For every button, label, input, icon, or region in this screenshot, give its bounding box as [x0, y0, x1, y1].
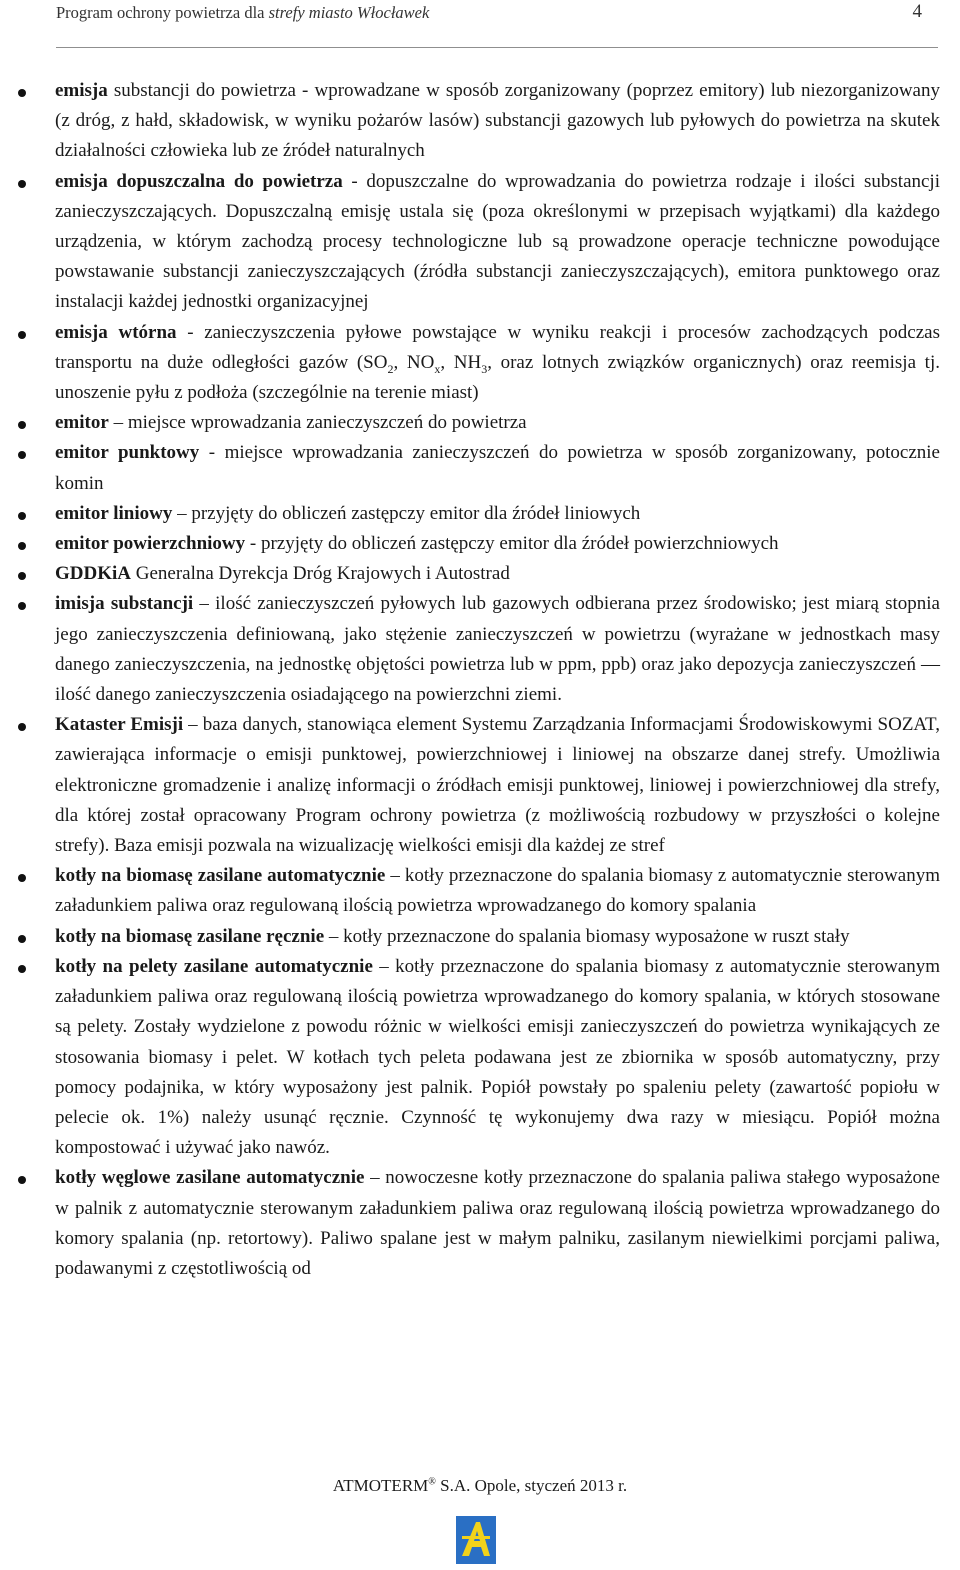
definition-part: , NH — [440, 351, 482, 373]
definition: – ilość zanieczyszczeń pyłowych lub gazowych odbierana przez środowisko; jest miarą stopnia jego zanieczyszczenia definiowaną, jako stężenie zanieczyszczeń w powietrzu (wyrażane w jednostkach masy danego zanieczyszczenia, na jednostkę objętości powietrza lub w ppm, ppb) oraz jako depozycja zanieczyszczeń — ilość danego zanieczyszczenia osiadającego na powierzchni ziemi. — [55, 593, 940, 706]
term: emitor powierzchniowy — [55, 533, 246, 555]
definition: substancji do powietrza - wprowadzane w sposób zorganizowany (poprzez emitory) lub niezorganizowany (z dróg, z hałd, składowisk, w wyniku pożarów lasów) substancji gazowych lub pyłowych do powietrza na skutek działalności człowieka lub ze źródeł naturalnych — [55, 80, 940, 162]
term: kotły na biomasę zasilane automatycznie — [55, 865, 386, 887]
glossary-item — [55, 1163, 940, 1284]
page-header — [56, 0, 938, 48]
definition: - dopuszczalne do wprowadzania do powietrza rodzaje i ilości substancji zanieczyszczających. Dopuszczalną emisję ustala się (poza określonymi w przepisach wyjątkami) dla każdego urządzenia, w którym zachodzą procesy technologiczne lub są prowadzone operacje techniczne powodujące powstawanie substancji zanieczyszczających (źródła substancji zanieczyszczających), emitora punktowego oraz instalacji każdej jednostki organizacyjnej — [55, 170, 940, 313]
footer-text: S.A. Opole, styczeń 2013 r. — [435, 1476, 628, 1495]
bullet-icon — [18, 874, 26, 882]
glossary-item — [55, 861, 940, 921]
term: emisja wtórna — [55, 321, 177, 343]
glossary-item — [55, 499, 940, 529]
definition: – przyjęty do obliczeń zastępczy emitor dla źródeł liniowych — [172, 502, 641, 524]
glossary-item — [55, 167, 940, 318]
running-title-text: Program ochrony powietrza dla — [56, 3, 269, 22]
glossary-item — [55, 710, 940, 861]
glossary-item — [55, 952, 940, 1163]
definition: – baza danych, stanowiąca element Systemu Zarządzania Informacjami Środowiskowymi SOZAT, zawierająca informacje o emisji punktowej, powierzchniowej i liniowej na obszarze danej strefy. Umożliwia elektroniczne gromadzenie i analizę informacji o źródłach emisji punktowej, liniowej i powierzchniowej dla strefy, dla której został opracowany Program ochrony powietrza (z możliwością rozbudowy w przyszłości o kolejne strefy). Baza emisji pozwala na wizualizację wielkości emisji dla każdej ze stref — [55, 714, 940, 857]
definition: – nowoczesne kotły przeznaczone do spalania paliwa stałego wyposażone w palnik z automatycznie sterowanym załadunkiem paliwa oraz regulowaną ilością powietrza wprowadzanego do komory spalania (np. retortowy). Paliwo spalane jest w małym palniku, zasilanym niewielkimi porcjami paliwa, podawanymi z częstotliwością od — [55, 1167, 940, 1279]
term: emisja — [55, 80, 108, 101]
logo-bar — [462, 1536, 490, 1539]
definition-part: - zanieczyszczenia pyłowe powstające w wyniku reakcji i procesów zachodzących podczas transportu na duże odległości gazów (SO — [55, 321, 941, 373]
term: kotły węglowe zasilane automatycznie — [55, 1167, 365, 1189]
glossary-item — [55, 559, 940, 589]
definition-part: , oraz lotnych związków organicznych) oraz reemisja tj. unoszenie pyłu z podłoża (szczególnie na terenie miast) — [55, 351, 940, 404]
subscript: 2 — [387, 361, 394, 376]
bullet-icon — [18, 451, 26, 459]
bullet-icon — [18, 572, 26, 580]
term: kotły na pelety zasilane automatycznie — [55, 955, 373, 977]
term: emitor punktowy — [55, 442, 200, 464]
definition: – miejsce wprowadzania zanieczyszczeń do powietrza — [108, 412, 527, 434]
running-title-italic: strefy miasto Włocławek — [268, 3, 430, 22]
glossary-item — [55, 408, 940, 438]
definition: – kotły przeznaczone do spalania biomasy wyposażone w ruszt stały — [324, 925, 850, 947]
definition: - miejsce wprowadzania zanieczyszczeń do powietrza w sposób zorganizowany, potocznie komin — [55, 442, 940, 494]
term: GDDKiA — [55, 563, 131, 585]
page-footer — [0, 1476, 960, 1496]
definition: – kotły przeznaczone do spalania biomasy z automatycznie sterowanym załadunkiem paliwa oraz regulowaną ilością powietrza wprowadzanego do komory spalania — [55, 865, 940, 917]
definition: – kotły przeznaczone do spalania biomasy z automatycznie sterowanym załadunkiem paliwa oraz regulowaną ilością powietrza wprowadzanego do komory spalania, w których stosowane są pelety. Zostały wydzielone z powodu różnic w wielkości emisji zanieczyszczeń do powietrza wynikających ze stosowania biomasy i pelet. W kotłach tych peleta podawana jest ze zbiornika w sposób automatyczny, przy pomocy podajnika, w który wyposażony jest palnik. Popiół powstały po spaleniu pelety (zawartość popiołu w pelecie ok. 1%) należy usunąć ręcznie. Czynność tę wykonujemy dwa razy w miesiącu. Popiół można kompostować i używać jako nawóz. — [55, 955, 941, 1159]
glossary-list — [55, 76, 940, 1284]
running-title — [56, 3, 429, 23]
term: Kataster Emisji — [55, 714, 184, 736]
glossary-item — [55, 589, 940, 710]
bullet-icon — [18, 180, 26, 188]
definition: Generalna Dyrekcja Dróg Krajowych i Autostrad — [131, 563, 510, 585]
term: kotły na biomasę zasilane ręcznie — [55, 925, 325, 947]
bullet-icon — [18, 89, 26, 97]
bullet-icon — [18, 965, 26, 973]
definition: - przyjęty do obliczeń zastępczy emitor dla źródeł powierzchniowych — [245, 533, 779, 555]
registered-mark: ® — [428, 1476, 436, 1488]
glossary-item — [55, 529, 940, 559]
glossary-item — [55, 438, 940, 498]
footer-company: ATMOTERM — [332, 1476, 429, 1495]
bullet-icon — [18, 1176, 26, 1184]
glossary-item — [55, 76, 940, 167]
subscript: x — [434, 361, 441, 376]
bullet-icon — [18, 331, 26, 339]
bullet-icon — [18, 421, 26, 429]
page-number: 4 — [912, 1, 922, 22]
bullet-icon — [18, 542, 26, 550]
bullet-icon — [18, 935, 26, 943]
atmoterm-logo-icon — [456, 1516, 496, 1564]
term: emisja dopuszczalna do powietrza — [55, 170, 343, 192]
glossary-item — [55, 318, 940, 409]
bullet-icon — [18, 723, 26, 731]
subscript: 3 — [481, 361, 488, 376]
term: emitor — [55, 412, 109, 434]
definition-part: , NO — [393, 351, 435, 373]
bullet-icon — [18, 602, 26, 610]
term: emitor liniowy — [55, 502, 173, 524]
term: imisja substancji — [55, 593, 194, 615]
glossary-item — [55, 922, 940, 952]
bullet-icon — [18, 512, 26, 520]
